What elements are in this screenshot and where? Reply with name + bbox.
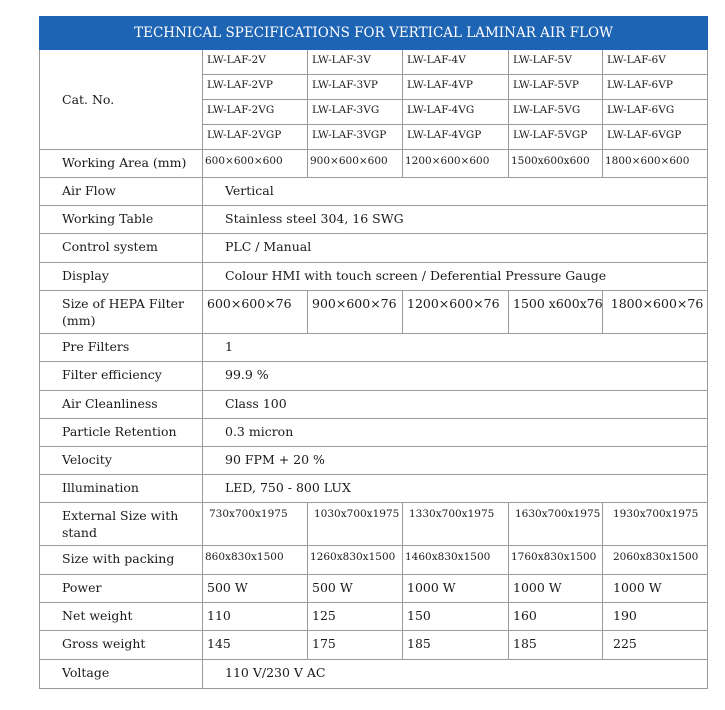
voltage-row xyxy=(40,660,708,689)
hepa-cell: 600×600×76 xyxy=(203,291,308,334)
air-cleanliness-label: Air Cleanliness xyxy=(40,391,203,419)
display-value: Colour HMI with touch screen / Deferential Pressure Gauge xyxy=(203,263,708,291)
cat-cell: LW-LAF-6VG xyxy=(603,100,708,125)
net-weight-cell: 110 xyxy=(203,603,308,631)
cat-cell: LW-LAF-3V xyxy=(308,50,403,75)
external-size-cell: 1330x700x1975 xyxy=(403,503,509,546)
velocity-row xyxy=(40,447,708,475)
hepa-label: Size of HEPA Filter (mm) xyxy=(40,291,203,334)
hepa-cell: 1800×600×76 xyxy=(603,291,708,334)
cat-cell: LW-LAF-5VG xyxy=(509,100,603,125)
cat-cell: LW-LAF-5V xyxy=(509,50,603,75)
voltage-value: 110 V/230 V AC xyxy=(203,660,708,689)
hepa-cell: 1200×600×76 xyxy=(403,291,509,334)
illumination-label: Illumination xyxy=(40,475,203,503)
filter-efficiency-row xyxy=(40,362,708,391)
size-packing-label: Size with packing xyxy=(40,546,203,575)
pre-filters-row xyxy=(40,334,708,362)
working-area-cell: 900×600×600 xyxy=(308,150,403,178)
net-weight-cell: 190 xyxy=(603,603,708,631)
size-packing-cell: 1460x830x1500 xyxy=(403,546,509,575)
net-weight-label: Net weight xyxy=(40,603,203,631)
illumination-row xyxy=(40,475,708,503)
power-cell: 500 W xyxy=(308,575,403,603)
hepa-cell: 900×600×76 xyxy=(308,291,403,334)
gross-weight-row xyxy=(40,631,708,660)
filter-efficiency-label: Filter efficiency xyxy=(40,362,203,391)
air-cleanliness-value: Class 100 xyxy=(203,391,708,419)
cat-cell: LW-LAF-2VG xyxy=(203,100,308,125)
working-table-label: Working Table xyxy=(40,206,203,234)
power-cell: 500 W xyxy=(203,575,308,603)
power-row xyxy=(40,575,708,603)
cat-cell: LW-LAF-3VG xyxy=(308,100,403,125)
particle-retention-label: Particle Retention xyxy=(40,419,203,447)
cat-cell: LW-LAF-2V xyxy=(203,50,308,75)
cat-cell: LW-LAF-4V xyxy=(403,50,509,75)
table-title: TECHNICAL SPECIFICATIONS FOR VERTICAL LAMINAR AIR FLOW xyxy=(40,17,708,50)
particle-retention-row xyxy=(40,419,708,447)
cat-cell: LW-LAF-5VGP xyxy=(509,125,603,150)
gross-weight-cell: 185 xyxy=(509,631,603,660)
cat-cell: LW-LAF-6V xyxy=(603,50,708,75)
control-system-label: Control system xyxy=(40,234,203,263)
cat-cell: LW-LAF-3VGP xyxy=(308,125,403,150)
air-flow-row xyxy=(40,178,708,206)
cat-cell: LW-LAF-2VGP xyxy=(203,125,308,150)
cat-no-label: Cat. No. xyxy=(40,50,203,150)
cat-cell: LW-LAF-5VP xyxy=(509,75,603,100)
gross-weight-cell: 175 xyxy=(308,631,403,660)
size-packing-cell: 1760x830x1500 xyxy=(509,546,603,575)
velocity-label: Velocity xyxy=(40,447,203,475)
external-size-row xyxy=(40,503,708,546)
cat-cell: LW-LAF-4VP xyxy=(403,75,509,100)
gross-weight-cell: 185 xyxy=(403,631,509,660)
power-cell: 1000 W xyxy=(603,575,708,603)
filter-efficiency-value: 99.9 % xyxy=(203,362,708,391)
cat-cell: LW-LAF-2VP xyxy=(203,75,308,100)
external-size-cell: 730x700x1975 xyxy=(203,503,308,546)
pre-filters-value: 1 xyxy=(203,334,708,362)
size-packing-cell: 860x830x1500 xyxy=(203,546,308,575)
voltage-label: Voltage xyxy=(40,660,203,689)
working-table-row xyxy=(40,206,708,234)
gross-weight-cell: 145 xyxy=(203,631,308,660)
working-area-cell: 600×600×600 xyxy=(203,150,308,178)
net-weight-cell: 150 xyxy=(403,603,509,631)
air-cleanliness-row xyxy=(40,391,708,419)
air-flow-label: Air Flow xyxy=(40,178,203,206)
external-size-cell: 1930x700x1975 xyxy=(603,503,708,546)
power-label: Power xyxy=(40,575,203,603)
working-table-value: Stainless steel 304, 16 SWG xyxy=(203,206,708,234)
size-packing-cell: 1260x830x1500 xyxy=(308,546,403,575)
spec-table xyxy=(39,16,708,689)
pre-filters-label: Pre Filters xyxy=(40,334,203,362)
size-packing-cell: 2060x830x1500 xyxy=(603,546,708,575)
particle-retention-value: 0.3 micron xyxy=(203,419,708,447)
external-size-label: External Size with stand xyxy=(40,503,203,546)
cat-cell: LW-LAF-6VGP xyxy=(603,125,708,150)
cat-cell: LW-LAF-6VP xyxy=(603,75,708,100)
cat-row-1 xyxy=(40,50,708,75)
control-system-row xyxy=(40,234,708,263)
working-area-cell: 1200×600×600 xyxy=(403,150,509,178)
net-weight-cell: 160 xyxy=(509,603,603,631)
external-size-cell: 1030x700x1975 xyxy=(308,503,403,546)
power-cell: 1000 W xyxy=(509,575,603,603)
size-packing-row xyxy=(40,546,708,575)
working-area-label: Working Area (mm) xyxy=(40,150,203,178)
power-cell: 1000 W xyxy=(403,575,509,603)
working-area-cell: 1500x600x600 xyxy=(509,150,603,178)
air-flow-value: Vertical xyxy=(203,178,708,206)
cat-cell: LW-LAF-4VG xyxy=(403,100,509,125)
illumination-value: LED, 750 - 800 LUX xyxy=(203,475,708,503)
cat-cell: LW-LAF-4VGP xyxy=(403,125,509,150)
gross-weight-label: Gross weight xyxy=(40,631,203,660)
title-row xyxy=(40,17,708,50)
working-area-row xyxy=(40,150,708,178)
velocity-value: 90 FPM + 20 % xyxy=(203,447,708,475)
display-label: Display xyxy=(40,263,203,291)
control-system-value: PLC / Manual xyxy=(203,234,708,263)
net-weight-row xyxy=(40,603,708,631)
gross-weight-cell: 225 xyxy=(603,631,708,660)
cat-cell: LW-LAF-3VP xyxy=(308,75,403,100)
working-area-cell: 1800×600×600 xyxy=(603,150,708,178)
display-row xyxy=(40,263,708,291)
external-size-cell: 1630x700x1975 xyxy=(509,503,603,546)
net-weight-cell: 125 xyxy=(308,603,403,631)
hepa-cell: 1500 x600x76 xyxy=(509,291,603,334)
hepa-row xyxy=(40,291,708,334)
